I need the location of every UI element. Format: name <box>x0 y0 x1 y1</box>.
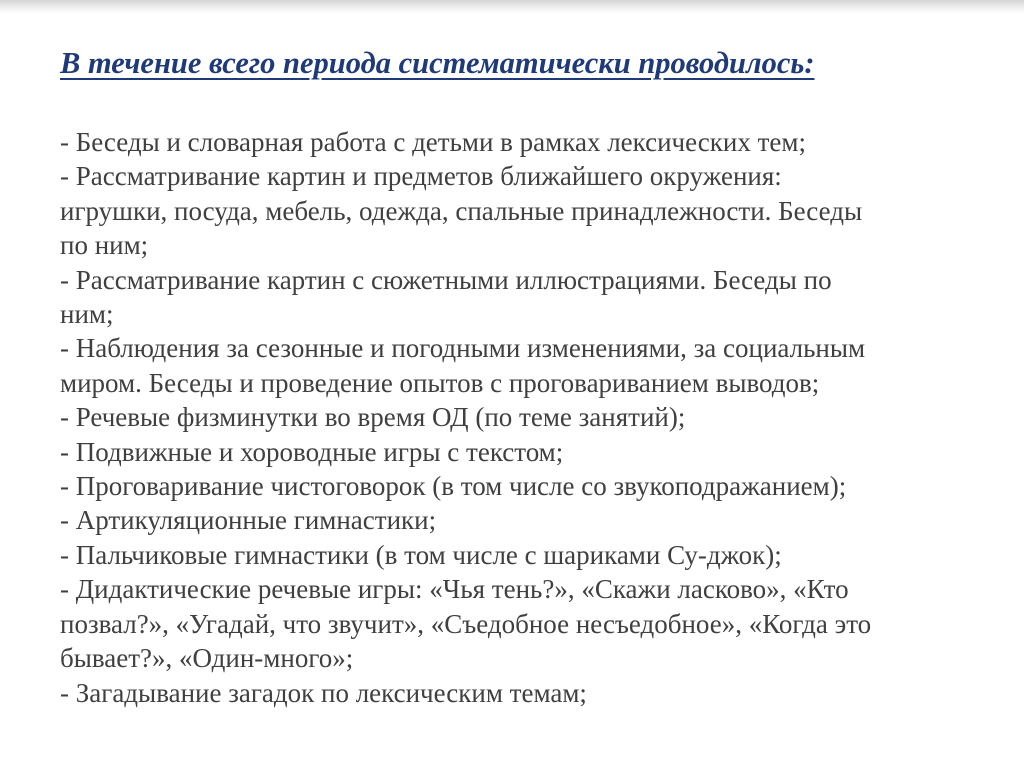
list-line: - Рассматривание картин с сюжетными иллюстрациями. Беседы по <box>60 264 832 295</box>
list-line: игрушки, посуда, мебель, одежда, спальные принадлежности. Беседы <box>60 195 863 226</box>
slide-title: В течение всего периода систематически проводилось: <box>60 46 815 80</box>
list-line: - Проговаривание чистоговорок (в том числе со звукоподражанием); <box>60 471 847 502</box>
list-line: - Подвижные и хороводные игры с текстом; <box>60 436 564 467</box>
list-line: - Наблюдения за сезонные и погодными изменениями, за социальным <box>60 333 866 364</box>
top-edge-shadow <box>0 0 1024 14</box>
list-line: миром. Беседы и проведение опытов с проговариванием выводов; <box>60 367 820 398</box>
list-line: - Рассматривание картин и предметов ближайшего окружения: <box>60 161 782 192</box>
list-line: - Дидактические речевые игры: «Чья тень?», «Скажи ласково», «Кто <box>60 574 849 605</box>
list-line: - Беседы и словарная работа с детьми в рамках лексических тем; <box>60 127 806 157</box>
list-line: позвал?», «Угадай, что звучит», «Съедобное несъедобное», «Когда это <box>60 608 872 639</box>
activity-list <box>60 125 990 710</box>
list-line: - Артикуляционные гимнастики; <box>60 505 437 536</box>
list-line: по ним; <box>60 230 149 261</box>
list-line: - Загадывание загадок по лексическим темам; <box>60 677 587 708</box>
list-line: ним; <box>60 299 114 330</box>
list-line: бывает?», «Один-много»; <box>60 643 354 674</box>
list-line: - Пальчиковые гимнастики (в том числе с шариками Су-джок); <box>60 539 782 570</box>
list-line: - Речевые физминутки во время ОД (по теме занятий); <box>60 402 686 433</box>
